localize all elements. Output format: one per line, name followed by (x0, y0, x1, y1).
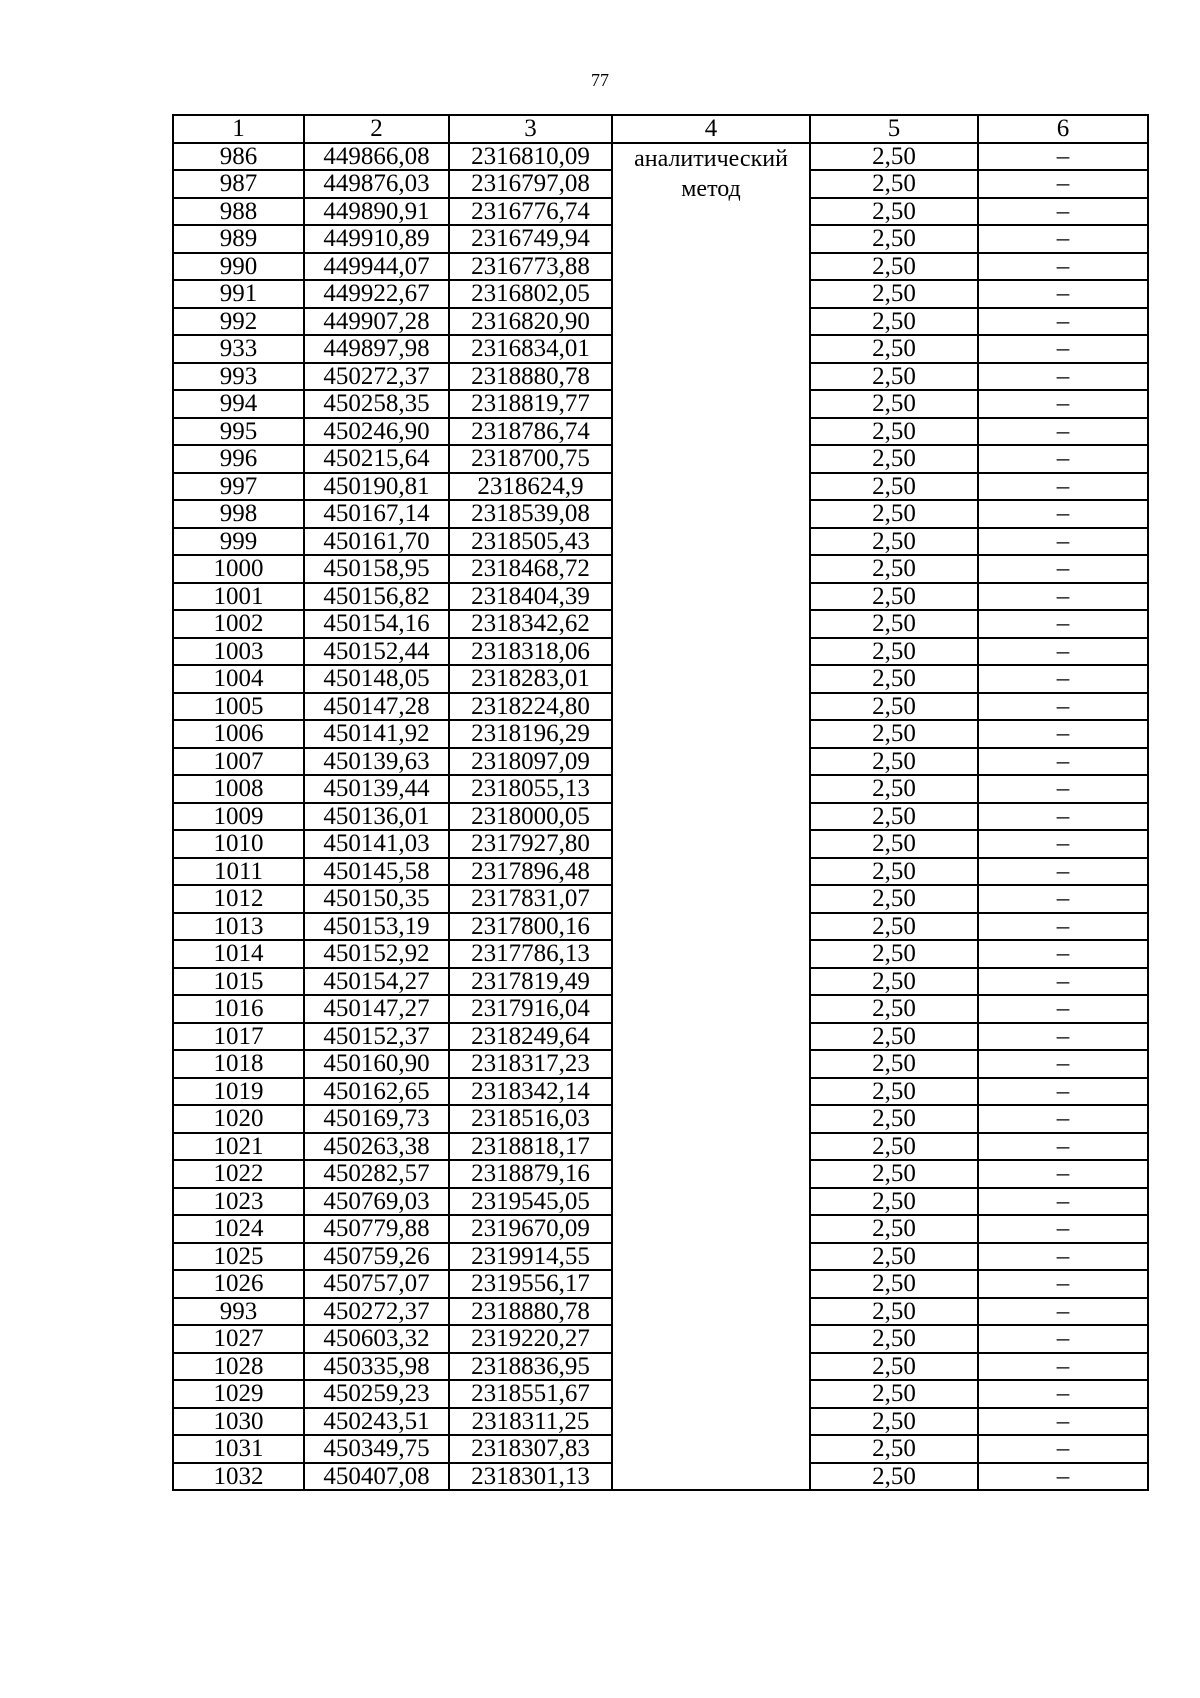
y-coordinate-cell: 2319545,05 (449, 1188, 612, 1216)
point-number-cell: 1010 (173, 830, 304, 858)
x-coordinate-cell: 450147,28 (304, 693, 449, 721)
note-cell: – (978, 1023, 1148, 1051)
y-coordinate-cell: 2318342,14 (449, 1078, 612, 1106)
accuracy-cell: 2,50 (810, 995, 978, 1023)
point-number-cell: 993 (173, 363, 304, 391)
point-number-cell: 1029 (173, 1380, 304, 1408)
header-cell-3: 3 (449, 115, 612, 143)
x-coordinate-cell: 450139,63 (304, 748, 449, 776)
accuracy-cell: 2,50 (810, 885, 978, 913)
x-coordinate-cell: 450769,03 (304, 1188, 449, 1216)
accuracy-cell: 2,50 (810, 1270, 978, 1298)
x-coordinate-cell: 449897,98 (304, 335, 449, 363)
x-coordinate-cell: 450158,95 (304, 555, 449, 583)
point-number-cell: 1009 (173, 803, 304, 831)
y-coordinate-cell: 2316797,08 (449, 170, 612, 198)
y-coordinate-cell: 2318055,13 (449, 775, 612, 803)
table-row (173, 143, 1148, 171)
note-cell: – (978, 1353, 1148, 1381)
y-coordinate-cell: 2316773,88 (449, 253, 612, 281)
accuracy-cell: 2,50 (810, 913, 978, 941)
x-coordinate-cell: 450150,35 (304, 885, 449, 913)
x-coordinate-cell: 450349,75 (304, 1435, 449, 1463)
method-cell: аналитический метод (612, 143, 810, 1491)
point-number-cell: 1031 (173, 1435, 304, 1463)
point-number-cell: 1001 (173, 583, 304, 611)
accuracy-cell: 2,50 (810, 528, 978, 556)
accuracy-cell: 2,50 (810, 665, 978, 693)
point-number-cell: 994 (173, 390, 304, 418)
note-cell: – (978, 1380, 1148, 1408)
accuracy-cell: 2,50 (810, 1243, 978, 1271)
x-coordinate-cell: 450167,14 (304, 500, 449, 528)
accuracy-cell: 2,50 (810, 803, 978, 831)
point-number-cell: 1005 (173, 693, 304, 721)
x-coordinate-cell: 450141,92 (304, 720, 449, 748)
accuracy-cell: 2,50 (810, 1325, 978, 1353)
note-cell: – (978, 995, 1148, 1023)
y-coordinate-cell: 2318880,78 (449, 1298, 612, 1326)
y-coordinate-cell: 2318342,62 (449, 610, 612, 638)
x-coordinate-cell: 449910,89 (304, 225, 449, 253)
note-cell: – (978, 253, 1148, 281)
point-number-cell: 1003 (173, 638, 304, 666)
note-cell: – (978, 1325, 1148, 1353)
point-number-cell: 1015 (173, 968, 304, 996)
header-row (173, 115, 1148, 143)
point-number-cell: 1019 (173, 1078, 304, 1106)
x-coordinate-cell: 449890,91 (304, 198, 449, 226)
y-coordinate-cell: 2318880,78 (449, 363, 612, 391)
header-cell-2: 2 (304, 115, 449, 143)
accuracy-cell: 2,50 (810, 253, 978, 281)
x-coordinate-cell: 450759,26 (304, 1243, 449, 1271)
accuracy-cell: 2,50 (810, 693, 978, 721)
accuracy-cell: 2,50 (810, 830, 978, 858)
y-coordinate-cell: 2318196,29 (449, 720, 612, 748)
note-cell: – (978, 1078, 1148, 1106)
header-cell-1: 1 (173, 115, 304, 143)
y-coordinate-cell: 2318505,43 (449, 528, 612, 556)
point-number-cell: 1022 (173, 1160, 304, 1188)
x-coordinate-cell: 450259,23 (304, 1380, 449, 1408)
note-cell: – (978, 308, 1148, 336)
x-coordinate-cell: 449907,28 (304, 308, 449, 336)
point-number-cell: 1028 (173, 1353, 304, 1381)
point-number-cell: 997 (173, 473, 304, 501)
accuracy-cell: 2,50 (810, 1050, 978, 1078)
point-number-cell: 1025 (173, 1243, 304, 1271)
note-cell: – (978, 1243, 1148, 1271)
point-number-cell: 1023 (173, 1188, 304, 1216)
x-coordinate-cell: 450152,92 (304, 940, 449, 968)
x-coordinate-cell: 450335,98 (304, 1353, 449, 1381)
accuracy-cell: 2,50 (810, 1408, 978, 1436)
accuracy-cell: 2,50 (810, 748, 978, 776)
y-coordinate-cell: 2317896,48 (449, 858, 612, 886)
accuracy-cell: 2,50 (810, 1188, 978, 1216)
accuracy-cell: 2,50 (810, 775, 978, 803)
y-coordinate-cell: 2318318,06 (449, 638, 612, 666)
accuracy-cell: 2,50 (810, 225, 978, 253)
y-coordinate-cell: 2318307,83 (449, 1435, 612, 1463)
y-coordinate-cell: 2317927,80 (449, 830, 612, 858)
note-cell: – (978, 775, 1148, 803)
x-coordinate-cell: 450779,88 (304, 1215, 449, 1243)
y-coordinate-cell: 2318551,67 (449, 1380, 612, 1408)
x-coordinate-cell: 450757,07 (304, 1270, 449, 1298)
point-number-cell: 1007 (173, 748, 304, 776)
y-coordinate-cell: 2318301,13 (449, 1463, 612, 1491)
x-coordinate-cell: 450258,35 (304, 390, 449, 418)
y-coordinate-cell: 2316810,09 (449, 143, 612, 171)
y-coordinate-cell: 2318249,64 (449, 1023, 612, 1051)
accuracy-cell: 2,50 (810, 308, 978, 336)
y-coordinate-cell: 2319556,17 (449, 1270, 612, 1298)
x-coordinate-cell: 450136,01 (304, 803, 449, 831)
note-cell: – (978, 390, 1148, 418)
header-cell-4: 4 (612, 115, 810, 143)
x-coordinate-cell: 449944,07 (304, 253, 449, 281)
accuracy-cell: 2,50 (810, 1435, 978, 1463)
point-number-cell: 993 (173, 1298, 304, 1326)
note-cell: – (978, 693, 1148, 721)
accuracy-cell: 2,50 (810, 1105, 978, 1133)
note-cell: – (978, 198, 1148, 226)
accuracy-cell: 2,50 (810, 170, 978, 198)
y-coordinate-cell: 2318224,80 (449, 693, 612, 721)
note-cell: – (978, 1435, 1148, 1463)
y-coordinate-cell: 2317786,13 (449, 940, 612, 968)
y-coordinate-cell: 2318000,05 (449, 803, 612, 831)
table-header (173, 115, 1148, 143)
accuracy-cell: 2,50 (810, 473, 978, 501)
y-coordinate-cell: 2317916,04 (449, 995, 612, 1023)
point-number-cell: 990 (173, 253, 304, 281)
note-cell: – (978, 1270, 1148, 1298)
note-cell: – (978, 445, 1148, 473)
x-coordinate-cell: 450162,65 (304, 1078, 449, 1106)
point-number-cell: 1006 (173, 720, 304, 748)
point-number-cell: 999 (173, 528, 304, 556)
note-cell: – (978, 1133, 1148, 1161)
point-number-cell: 1011 (173, 858, 304, 886)
note-cell: – (978, 335, 1148, 363)
point-number-cell: 1018 (173, 1050, 304, 1078)
note-cell: – (978, 638, 1148, 666)
note-cell: – (978, 1463, 1148, 1491)
x-coordinate-cell: 450169,73 (304, 1105, 449, 1133)
y-coordinate-cell: 2316802,05 (449, 280, 612, 308)
point-number-cell: 1014 (173, 940, 304, 968)
accuracy-cell: 2,50 (810, 1353, 978, 1381)
y-coordinate-cell: 2318097,09 (449, 748, 612, 776)
point-number-cell: 1024 (173, 1215, 304, 1243)
y-coordinate-cell: 2318404,39 (449, 583, 612, 611)
accuracy-cell: 2,50 (810, 940, 978, 968)
accuracy-cell: 2,50 (810, 1078, 978, 1106)
note-cell: – (978, 803, 1148, 831)
x-coordinate-cell: 450154,27 (304, 968, 449, 996)
y-coordinate-cell: 2318879,16 (449, 1160, 612, 1188)
x-coordinate-cell: 450272,37 (304, 363, 449, 391)
y-coordinate-cell: 2319670,09 (449, 1215, 612, 1243)
x-coordinate-cell: 450407,08 (304, 1463, 449, 1491)
x-coordinate-cell: 450141,03 (304, 830, 449, 858)
note-cell: – (978, 583, 1148, 611)
note-cell: – (978, 1188, 1148, 1216)
accuracy-cell: 2,50 (810, 1133, 978, 1161)
y-coordinate-cell: 2316749,94 (449, 225, 612, 253)
point-number-cell: 1032 (173, 1463, 304, 1491)
point-number-cell: 1020 (173, 1105, 304, 1133)
accuracy-cell: 2,50 (810, 280, 978, 308)
note-cell: – (978, 610, 1148, 638)
x-coordinate-cell: 449876,03 (304, 170, 449, 198)
accuracy-cell: 2,50 (810, 198, 978, 226)
note-cell: – (978, 1160, 1148, 1188)
x-coordinate-cell: 450147,27 (304, 995, 449, 1023)
note-cell: – (978, 858, 1148, 886)
y-coordinate-cell: 2318819,77 (449, 390, 612, 418)
note-cell: – (978, 418, 1148, 446)
x-coordinate-cell: 450190,81 (304, 473, 449, 501)
note-cell: – (978, 225, 1148, 253)
page-number: 77 (591, 70, 609, 90)
y-coordinate-cell: 2318786,74 (449, 418, 612, 446)
note-cell: – (978, 555, 1148, 583)
accuracy-cell: 2,50 (810, 858, 978, 886)
note-cell: – (978, 528, 1148, 556)
accuracy-cell: 2,50 (810, 335, 978, 363)
y-coordinate-cell: 2318468,72 (449, 555, 612, 583)
x-coordinate-cell: 450154,16 (304, 610, 449, 638)
y-coordinate-cell: 2317800,16 (449, 913, 612, 941)
point-number-cell: 1027 (173, 1325, 304, 1353)
point-number-cell: 987 (173, 170, 304, 198)
note-cell: – (978, 940, 1148, 968)
table-body (173, 143, 1148, 1491)
note-cell: – (978, 885, 1148, 913)
note-cell: – (978, 968, 1148, 996)
accuracy-cell: 2,50 (810, 610, 978, 638)
note-cell: – (978, 748, 1148, 776)
y-coordinate-cell: 2318624,9 (449, 473, 612, 501)
accuracy-cell: 2,50 (810, 1298, 978, 1326)
accuracy-cell: 2,50 (810, 555, 978, 583)
y-coordinate-cell: 2319220,27 (449, 1325, 612, 1353)
note-cell: – (978, 473, 1148, 501)
accuracy-cell: 2,50 (810, 1215, 978, 1243)
header-cell-5: 5 (810, 115, 978, 143)
x-coordinate-cell: 450603,32 (304, 1325, 449, 1353)
x-coordinate-cell: 450139,44 (304, 775, 449, 803)
accuracy-cell: 2,50 (810, 638, 978, 666)
x-coordinate-cell: 450215,64 (304, 445, 449, 473)
point-number-cell: 986 (173, 143, 304, 171)
y-coordinate-cell: 2318516,03 (449, 1105, 612, 1133)
point-number-cell: 1008 (173, 775, 304, 803)
accuracy-cell: 2,50 (810, 1023, 978, 1051)
x-coordinate-cell: 450153,19 (304, 913, 449, 941)
point-number-cell: 1004 (173, 665, 304, 693)
x-coordinate-cell: 450272,37 (304, 1298, 449, 1326)
x-coordinate-cell: 450152,44 (304, 638, 449, 666)
accuracy-cell: 2,50 (810, 418, 978, 446)
accuracy-cell: 2,50 (810, 500, 978, 528)
x-coordinate-cell: 450282,57 (304, 1160, 449, 1188)
note-cell: – (978, 830, 1148, 858)
x-coordinate-cell: 450243,51 (304, 1408, 449, 1436)
y-coordinate-cell: 2318700,75 (449, 445, 612, 473)
x-coordinate-cell: 449866,08 (304, 143, 449, 171)
y-coordinate-cell: 2318283,01 (449, 665, 612, 693)
note-cell: – (978, 665, 1148, 693)
point-number-cell: 1016 (173, 995, 304, 1023)
note-cell: – (978, 720, 1148, 748)
accuracy-cell: 2,50 (810, 720, 978, 748)
y-coordinate-cell: 2318311,25 (449, 1408, 612, 1436)
accuracy-cell: 2,50 (810, 1463, 978, 1491)
y-coordinate-cell: 2318539,08 (449, 500, 612, 528)
note-cell: – (978, 170, 1148, 198)
point-number-cell: 1002 (173, 610, 304, 638)
y-coordinate-cell: 2318317,23 (449, 1050, 612, 1078)
accuracy-cell: 2,50 (810, 143, 978, 171)
accuracy-cell: 2,50 (810, 445, 978, 473)
x-coordinate-cell: 450160,90 (304, 1050, 449, 1078)
note-cell: – (978, 280, 1148, 308)
point-number-cell: 933 (173, 335, 304, 363)
coordinates-table (172, 114, 1149, 1491)
accuracy-cell: 2,50 (810, 1380, 978, 1408)
point-number-cell: 1017 (173, 1023, 304, 1051)
y-coordinate-cell: 2316834,01 (449, 335, 612, 363)
x-coordinate-cell: 450161,70 (304, 528, 449, 556)
y-coordinate-cell: 2318818,17 (449, 1133, 612, 1161)
note-cell: – (978, 1408, 1148, 1436)
y-coordinate-cell: 2318836,95 (449, 1353, 612, 1381)
note-cell: – (978, 1050, 1148, 1078)
note-cell: – (978, 500, 1148, 528)
x-coordinate-cell: 449922,67 (304, 280, 449, 308)
header-cell-6: 6 (978, 115, 1148, 143)
point-number-cell: 996 (173, 445, 304, 473)
accuracy-cell: 2,50 (810, 583, 978, 611)
y-coordinate-cell: 2319914,55 (449, 1243, 612, 1271)
x-coordinate-cell: 450246,90 (304, 418, 449, 446)
x-coordinate-cell: 450263,38 (304, 1133, 449, 1161)
note-cell: – (978, 143, 1148, 171)
point-number-cell: 1026 (173, 1270, 304, 1298)
point-number-cell: 988 (173, 198, 304, 226)
point-number-cell: 989 (173, 225, 304, 253)
x-coordinate-cell: 450156,82 (304, 583, 449, 611)
x-coordinate-cell: 450145,58 (304, 858, 449, 886)
x-coordinate-cell: 450152,37 (304, 1023, 449, 1051)
note-cell: – (978, 1298, 1148, 1326)
note-cell: – (978, 363, 1148, 391)
point-number-cell: 998 (173, 500, 304, 528)
point-number-cell: 1012 (173, 885, 304, 913)
y-coordinate-cell: 2317831,07 (449, 885, 612, 913)
y-coordinate-cell: 2316776,74 (449, 198, 612, 226)
accuracy-cell: 2,50 (810, 363, 978, 391)
accuracy-cell: 2,50 (810, 390, 978, 418)
point-number-cell: 1030 (173, 1408, 304, 1436)
accuracy-cell: 2,50 (810, 1160, 978, 1188)
note-cell: – (978, 1105, 1148, 1133)
accuracy-cell: 2,50 (810, 968, 978, 996)
point-number-cell: 995 (173, 418, 304, 446)
note-cell: – (978, 1215, 1148, 1243)
point-number-cell: 1021 (173, 1133, 304, 1161)
point-number-cell: 1013 (173, 913, 304, 941)
point-number-cell: 991 (173, 280, 304, 308)
y-coordinate-cell: 2316820,90 (449, 308, 612, 336)
point-number-cell: 992 (173, 308, 304, 336)
point-number-cell: 1000 (173, 555, 304, 583)
note-cell: – (978, 913, 1148, 941)
y-coordinate-cell: 2317819,49 (449, 968, 612, 996)
x-coordinate-cell: 450148,05 (304, 665, 449, 693)
